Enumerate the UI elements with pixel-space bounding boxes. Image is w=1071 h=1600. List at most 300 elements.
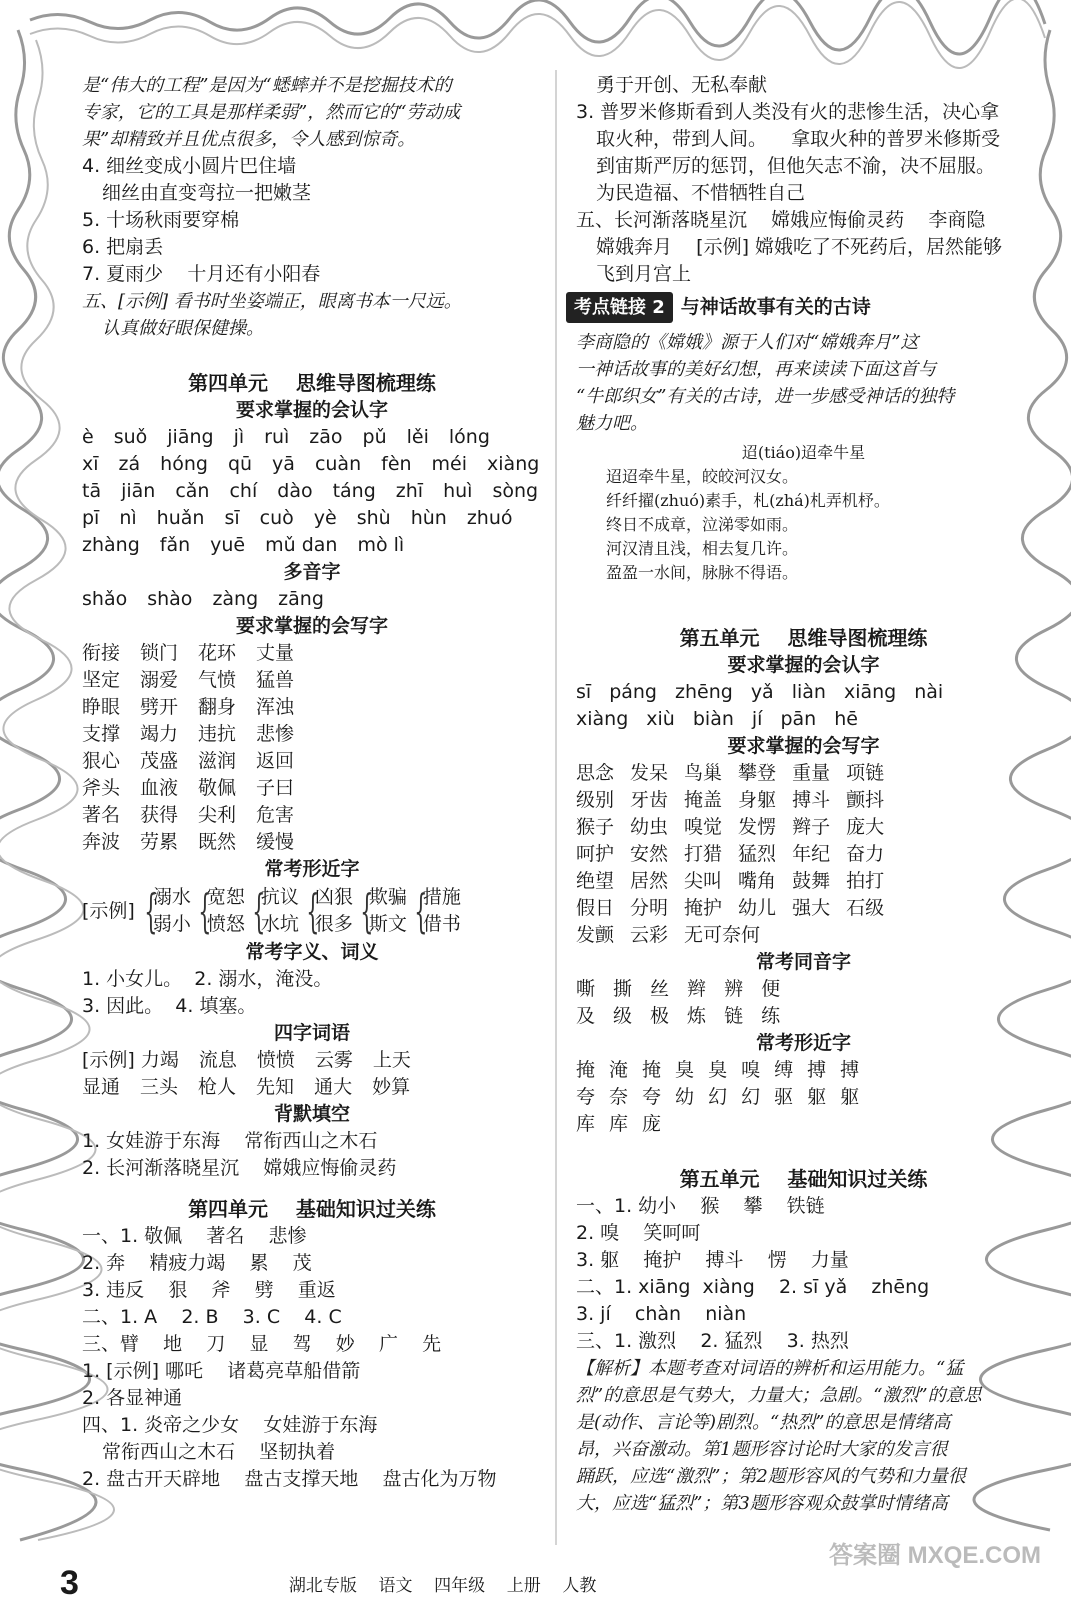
word-item: 悲惨	[256, 723, 295, 745]
polyphone-row	[82, 586, 542, 613]
word-item: 呵护	[576, 843, 615, 865]
word-item: 石级	[846, 897, 885, 919]
word-item: 嗅觉	[684, 816, 723, 838]
word-item: 支撑	[82, 723, 121, 745]
answer-line: 二、1. xiāng xiàng 2. sī yǎ zhēng	[576, 1276, 930, 1298]
word-row	[82, 748, 542, 775]
word-item: 鼓舞	[792, 870, 831, 892]
word-row	[576, 1084, 1031, 1111]
answer-line: 到宙斯严厉的惩罚，但他矢志不渝，决不屈服。	[596, 155, 996, 177]
word-item: 打猎	[684, 843, 723, 865]
word-item: 躯	[840, 1086, 860, 1108]
word-item: xiù	[646, 708, 675, 730]
word-row	[82, 505, 542, 532]
poem-body	[576, 465, 1031, 585]
word-item: páng	[609, 681, 657, 703]
answer-line: 7. 夏雨少 十月还有小阳春	[82, 263, 321, 285]
word-item: 级	[613, 1005, 633, 1027]
brace-icon: {	[252, 884, 266, 938]
brace-icon: {	[144, 884, 158, 938]
word-item: yā	[272, 453, 295, 475]
word-item: 臭	[675, 1059, 695, 1081]
word-item: 嘶	[576, 978, 596, 1000]
word-item: 奔波	[82, 831, 121, 853]
word-item: 发愣	[738, 816, 777, 838]
word-item: pǔ	[362, 426, 387, 448]
word-item: 牙齿	[630, 789, 669, 811]
word-item: 上天	[372, 1049, 411, 1071]
word-row	[576, 787, 1031, 814]
para-line: 果”却精致并且优点很多，令人感到惊奇。	[82, 129, 416, 150]
word-item: 缓慢	[256, 831, 295, 853]
word-item: hóng	[160, 453, 208, 475]
word-item: hē	[834, 708, 858, 730]
para-line: 是“伟大的工程”是因为“蟋蟀并不是挖掘技术的	[82, 75, 452, 96]
word-item: biàn	[692, 708, 734, 730]
answer-line: 为民造福、不惜牺牲自己	[596, 182, 806, 204]
word-item: lěi	[406, 426, 429, 448]
similar-pair	[411, 884, 461, 938]
page-footer	[60, 1564, 596, 1600]
answer-line: 细丝由直变弯拉一把嫩茎	[102, 182, 312, 204]
section-heading: 要求掌握的会认字	[727, 654, 880, 676]
section-heading: 常考字义、词义	[245, 941, 379, 963]
word-item: 居然	[630, 870, 669, 892]
word-item: 花环	[198, 642, 237, 664]
text-line: 盈盈一水间，脉脉不得语。	[606, 563, 799, 582]
unit4-mindmap-title: 第四单元 思维导图梳理练	[188, 371, 436, 395]
word-row	[576, 895, 1031, 922]
word-item: 欺骗	[368, 886, 407, 908]
word-item: 尖叫	[684, 870, 723, 892]
section-heading: 要求掌握的会写字	[727, 735, 880, 757]
answer-line: 3. 普罗米修斯看到人类没有火的悲惨生活，决心拿	[576, 101, 1000, 123]
word-item: 发呆	[630, 762, 669, 784]
word-item: 身躯	[738, 789, 777, 811]
section-heading: 常考形近字	[264, 858, 360, 880]
word-item: ruì	[264, 426, 290, 448]
word-item: zhēng	[675, 681, 733, 703]
text-line: 烈”的意思是气势大，力量大；急剧。“激烈”的意思	[576, 1385, 982, 1406]
word-row	[82, 667, 542, 694]
word-item: 劳累	[140, 831, 179, 853]
word-item: zhàng	[82, 534, 140, 556]
word-item: jiāng	[167, 426, 214, 448]
word-item: pī	[82, 507, 100, 529]
answer-line: 嫦娥奔月 [示例] 嫦娥吃了不死药后，居然能够	[596, 236, 1003, 258]
word-row	[82, 802, 542, 829]
four-char-words	[82, 1047, 542, 1101]
answer-line: 2. 各显神通	[82, 1387, 183, 1409]
similar-pair	[303, 884, 353, 938]
answer-line: 常衔西山之木石 坚韧执着	[102, 1441, 336, 1463]
word-item: 滋润	[198, 750, 237, 772]
word-item: 弱小	[152, 913, 191, 935]
word-item: 幻	[708, 1086, 728, 1108]
word-item: 获得	[140, 804, 179, 826]
word-item: 溺爱	[140, 669, 179, 691]
word-item: shào	[147, 588, 193, 610]
word-item: jí	[751, 708, 763, 730]
word-item: 愤怒	[206, 913, 245, 935]
word-item: 躯	[807, 1086, 827, 1108]
word-row	[576, 814, 1031, 841]
word-item: 斧头	[82, 777, 121, 799]
word-item: 先知	[256, 1076, 295, 1098]
word-item: 云彩	[630, 924, 669, 946]
answer-line: 一、1. 幼小 猴 攀 铁链	[576, 1195, 825, 1217]
word-item: 辨	[724, 978, 744, 1000]
word-item: 攀登	[738, 762, 777, 784]
word-item: 辫	[687, 978, 707, 1000]
word-item: xiàng	[487, 453, 540, 475]
word-item: 水坑	[260, 913, 299, 935]
word-item: 搏	[840, 1059, 860, 1081]
word-item: yuē	[210, 534, 246, 556]
answer-line: 2. 长河渐落晓星沉 嫦娥应悔偷灵药	[82, 1157, 397, 1179]
write-words-block	[576, 760, 1031, 949]
text-line: 踊跃，应选“激烈”；第2题形容风的气势和力量很	[576, 1466, 966, 1487]
word-row	[576, 706, 1031, 733]
unit5-mindmap-title: 第五单元 思维导图梳理练	[679, 626, 928, 650]
kaodian-title: 与神话故事有关的古诗	[680, 296, 871, 318]
word-item: zāng	[278, 588, 324, 610]
word-item: 锁门	[140, 642, 179, 664]
word-row	[82, 478, 542, 505]
word-item: 溺水	[152, 886, 191, 908]
word-item: 嗅	[741, 1059, 761, 1081]
answer-line: 五、长河渐落晓星沉 嫦娥应悔偷灵药 李商隐	[576, 209, 986, 231]
word-item: 嘴角	[738, 870, 777, 892]
word-row	[576, 868, 1031, 895]
word-row	[82, 694, 542, 721]
text-line: “牛郎织女”有关的古诗，进一步感受神话的独特	[576, 386, 955, 407]
word-item: xiāng	[843, 681, 897, 703]
word-item: 显通	[82, 1076, 121, 1098]
word-item: 极	[650, 1005, 670, 1027]
word-item: shù	[356, 507, 391, 529]
text-line: 河汉清且浅，相去复几许。	[606, 539, 799, 558]
word-item: hùn	[410, 507, 447, 529]
similar-chars-block	[576, 1057, 1031, 1138]
word-item: dào	[277, 480, 313, 502]
word-item: 睁眼	[82, 696, 121, 718]
answer-line: 3. 因此。 4. 填塞。	[82, 995, 257, 1017]
word-item: mǔ dan	[265, 534, 338, 556]
word-item: 奈	[609, 1086, 629, 1108]
word-row	[82, 721, 542, 748]
word-item: 气愤	[198, 669, 237, 691]
word-item: 幼儿	[738, 897, 777, 919]
answer-line: 取火种，带到人间。 拿取火种的普罗米修斯受	[596, 128, 1001, 150]
word-item: 强大	[792, 897, 831, 919]
text-line: 是(动作、言论等)剧烈。“热烈”的意思是情绪高	[576, 1412, 951, 1433]
text-line: 李商隐的《嫦娥》源于人们对“嫦娥奔月”这	[576, 332, 919, 353]
answer-line: 3. jí chàn niàn	[576, 1303, 747, 1325]
answer-line: 2. 嗅 笑呵呵	[576, 1222, 701, 1244]
word-item: 翻身	[198, 696, 237, 718]
word-item: 炼	[687, 1005, 707, 1027]
word-row	[82, 1047, 542, 1074]
word-item: xī	[82, 453, 99, 475]
brace-icon: {	[306, 884, 320, 938]
word-item: 抗议	[260, 886, 299, 908]
answer-line: 一、1. 敬佩 著名 悲惨	[82, 1225, 307, 1247]
unit4-basic-title: 第四单元 基础知识过关练	[188, 1197, 436, 1221]
word-item: 妙算	[372, 1076, 411, 1098]
word-item: 斯文	[368, 913, 407, 935]
answer-line: 认真做好眼保健操。	[102, 318, 264, 339]
word-item: 流息	[198, 1049, 237, 1071]
word-row	[82, 775, 542, 802]
word-item: 三头	[140, 1076, 179, 1098]
word-row	[82, 451, 542, 478]
word-item: nài	[914, 681, 944, 703]
word-item: 颤抖	[846, 789, 885, 811]
word-item: 项链	[846, 762, 885, 784]
word-item: 通大	[314, 1076, 353, 1098]
similar-chars-row	[82, 883, 542, 939]
word-item: cuò	[259, 507, 294, 529]
answer-line: 1. 小女儿。 2. 溺水，淹没。	[82, 968, 333, 990]
answer-line: 四、1. 炎帝之少女 女娃游于东海	[82, 1414, 378, 1436]
analysis-paragraph	[576, 1355, 1031, 1517]
word-item: 枪人	[198, 1076, 237, 1098]
word-item: yè	[313, 507, 337, 529]
word-row	[576, 922, 1031, 949]
word-item: 坚定	[82, 669, 121, 691]
word-item: 链	[724, 1005, 744, 1027]
word-item: zàng	[212, 588, 259, 610]
answer-line: 3. 躯 掩护 搏斗 愣 力量	[576, 1249, 849, 1271]
text-line: 一神话故事的美好幻想，再来读读下面这首与	[576, 359, 936, 380]
word-item: sòng	[492, 480, 539, 502]
section-heading: 常考同音字	[755, 951, 851, 973]
word-item: 丝	[650, 978, 670, 1000]
word-item: 练	[761, 1005, 781, 1027]
answer-line: 二、1. A 2. B 3. C 4. C	[82, 1306, 342, 1328]
word-item: shǎo	[82, 588, 128, 610]
word-row	[82, 1074, 542, 1101]
word-item: suǒ	[113, 426, 148, 448]
kaodian-link-header	[566, 292, 1031, 323]
right-column	[576, 72, 1031, 1517]
answer-line: 4. 细丝变成小圆片巴住墙	[82, 155, 297, 177]
word-item: 既然	[198, 831, 237, 853]
word-item: 丈量	[256, 642, 295, 664]
word-item: nì	[119, 507, 137, 529]
word-item: 假日	[576, 897, 615, 919]
word-item: 掩	[576, 1059, 596, 1081]
section-heading: 四字词语	[273, 1022, 350, 1044]
word-item: 级别	[576, 789, 615, 811]
word-item: 危害	[256, 804, 295, 826]
word-item: 重量	[792, 762, 831, 784]
word-row	[576, 1003, 1031, 1030]
brace-icon: {	[360, 884, 374, 938]
word-item: 很多	[314, 913, 353, 935]
word-item: 幼虫	[630, 816, 669, 838]
word-item: pān	[780, 708, 817, 730]
edition-info: 湖北专版 语文 四年级 上册 人教	[288, 1576, 597, 1596]
word-item: 掩	[642, 1059, 662, 1081]
word-row	[82, 424, 542, 451]
answer-line: 6. 把扇丢	[82, 236, 164, 258]
word-item: cuàn	[314, 453, 362, 475]
para-line: 专家，它的工具是那样柔弱”，然而它的“劳动成	[82, 102, 461, 123]
word-item: 淹	[609, 1059, 629, 1081]
word-item: 拍打	[846, 870, 885, 892]
word-item: 茂盛	[140, 750, 179, 772]
word-item: 夸	[576, 1086, 596, 1108]
word-item: 借书	[422, 913, 461, 935]
word-item: xiàng	[576, 708, 629, 730]
text-line: 迢迢牵牛星，皎皎河汉女。	[606, 467, 799, 486]
word-item: 发颤	[576, 924, 615, 946]
word-item: 庞	[642, 1113, 662, 1135]
answer-line: 三、臂 地 刀 显 驾 妙 广 先	[82, 1333, 442, 1355]
text-line: 昂，兴奋激动。第1题形容讨论时大家的发言很	[576, 1439, 948, 1460]
answer-line: 五、[示例] 看书时坐姿端正，眼离书本一尺远。	[82, 291, 462, 312]
word-item: 撕	[613, 978, 633, 1000]
word-row	[82, 532, 542, 559]
answer-line: 2. 盘古开天辟地 盘古支撑天地 盘古化为万物	[82, 1468, 497, 1490]
word-row	[82, 829, 542, 856]
word-item: cǎn	[175, 480, 210, 502]
word-item: 庞大	[846, 816, 885, 838]
poem-title: 迢(tiáo)迢牵牛星	[741, 443, 866, 462]
word-item: sī	[224, 507, 240, 529]
word-row	[82, 586, 542, 613]
word-item: zá	[118, 453, 141, 475]
word-item: 云雾	[314, 1049, 353, 1071]
word-item: [示例] 力竭	[82, 1049, 179, 1071]
section-heading: 常考形近字	[755, 1032, 851, 1054]
section-heading: 要求掌握的会认字	[235, 399, 388, 421]
word-item: 浑浊	[256, 696, 295, 718]
word-item: 安然	[630, 843, 669, 865]
word-item: huǎn	[156, 507, 205, 529]
word-item: 驱	[774, 1086, 794, 1108]
word-item: mò lì	[357, 534, 405, 556]
word-item: 鸟巢	[684, 762, 723, 784]
word-item: 竭力	[140, 723, 179, 745]
similar-pair	[249, 884, 299, 938]
section-heading: 要求掌握的会写字	[235, 615, 388, 637]
similar-pair	[357, 884, 407, 938]
word-item: 搏	[807, 1059, 827, 1081]
unit5-basic-title: 第五单元 基础知识过关练	[679, 1167, 928, 1191]
word-item: qū	[227, 453, 253, 475]
word-item: zhuó	[466, 507, 513, 529]
word-row	[576, 679, 1031, 706]
answer-line: 1. 女娃游于东海 常衔西山之木石	[82, 1130, 378, 1152]
word-item: méi	[431, 453, 468, 475]
example-label: [示例]	[82, 899, 135, 922]
word-item: sī	[576, 681, 592, 703]
word-item: è	[82, 426, 94, 448]
word-item: 奋力	[846, 843, 885, 865]
word-row	[576, 1111, 1031, 1138]
intro-paragraph	[576, 329, 1031, 437]
word-item: chí	[229, 480, 258, 502]
word-item: 尖利	[198, 804, 237, 826]
word-row	[576, 841, 1031, 868]
word-item: jiān	[121, 480, 156, 502]
word-item: 年纪	[792, 843, 831, 865]
word-row	[576, 976, 1031, 1003]
similar-pair	[141, 884, 191, 938]
word-row	[576, 760, 1031, 787]
word-item: 敬佩	[198, 777, 237, 799]
word-item: 幼	[675, 1086, 695, 1108]
word-item: fǎn	[159, 534, 191, 556]
answer-line: 5. 十场秋雨要穿棉	[82, 209, 240, 231]
word-item: 违抗	[198, 723, 237, 745]
word-item: 掩护	[684, 897, 723, 919]
left-column	[82, 72, 542, 1493]
page-number: 3	[60, 1564, 79, 1600]
word-item: 猴子	[576, 816, 615, 838]
word-item: 思念	[576, 762, 615, 784]
word-item: 宽恕	[206, 886, 245, 908]
word-item: 返回	[256, 750, 295, 772]
word-item: huì	[443, 480, 473, 502]
brace-icon: {	[414, 884, 428, 938]
word-item: 子曰	[256, 777, 295, 799]
word-item: 绝望	[576, 870, 615, 892]
pinyin-block	[82, 424, 542, 559]
brace-icon: {	[198, 884, 212, 938]
section-heading: 多音字	[283, 561, 341, 583]
word-item: 及	[576, 1005, 596, 1027]
text-line: 【解析】本题考查对词语的辨析和运用能力。“猛	[576, 1358, 964, 1379]
word-item: 凶狠	[314, 886, 353, 908]
similar-pair	[195, 884, 245, 938]
word-item: 血液	[140, 777, 179, 799]
text-line: 终日不成章，泣涕零如雨。	[606, 515, 799, 534]
answer-line: 2. 奔 精疲力竭 累 茂	[82, 1252, 312, 1274]
word-item: 臭	[708, 1059, 728, 1081]
kaodian-badge: 考点链接 2	[566, 292, 673, 323]
word-item: liàn	[791, 681, 826, 703]
word-row	[576, 1057, 1031, 1084]
word-item: 愤愤	[256, 1049, 295, 1071]
word-item: 夸	[642, 1086, 662, 1108]
word-item: lóng	[448, 426, 490, 448]
word-item: 幻	[741, 1086, 761, 1108]
word-item: jì	[233, 426, 245, 448]
word-item: 猛烈	[738, 843, 777, 865]
watermark-logo: 答案圈 MXQE.COM	[828, 1542, 1041, 1569]
homophone-block	[576, 976, 1031, 1030]
word-item: yǎ	[750, 681, 774, 703]
word-item: 掩盖	[684, 789, 723, 811]
word-item: 便	[761, 978, 781, 1000]
word-item: tā	[82, 480, 102, 502]
word-item: 狠心	[82, 750, 121, 772]
word-item: zhī	[395, 480, 424, 502]
word-item: 缚	[774, 1059, 794, 1081]
section-heading: 背默填空	[273, 1103, 350, 1125]
answer-line: 3. 违反 狠 斧 劈 重返	[82, 1279, 336, 1301]
word-item: fèn	[381, 453, 412, 475]
word-item: 猛兽	[256, 669, 295, 691]
word-item: 劈开	[140, 696, 179, 718]
word-item: 分明	[630, 897, 669, 919]
answer-line: 勇于开创、无私奉献	[596, 74, 768, 96]
word-item: 库	[609, 1113, 629, 1135]
